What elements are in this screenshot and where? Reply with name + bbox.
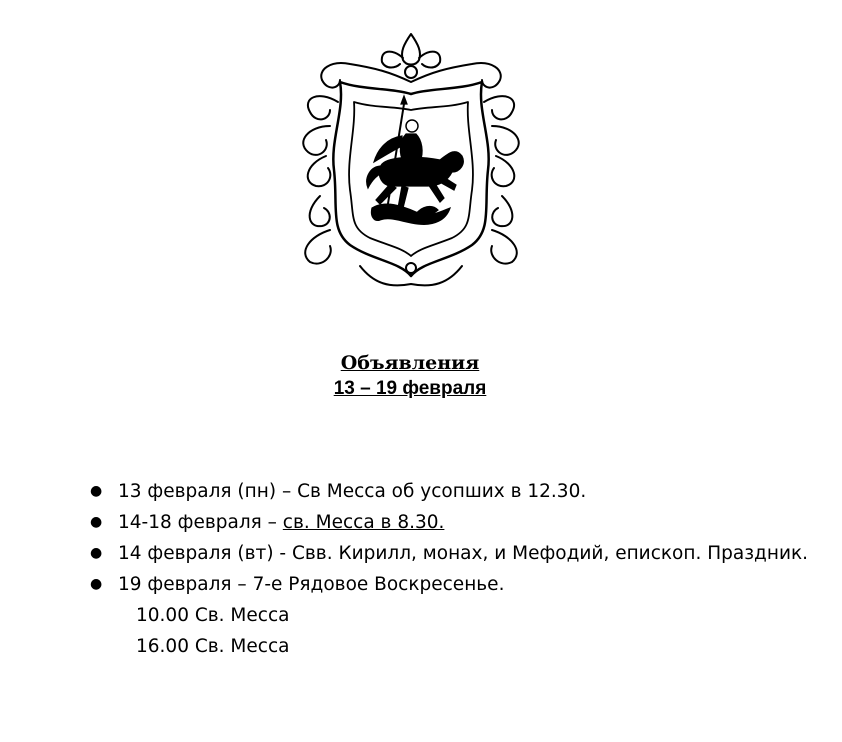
bullet-icon: ● bbox=[90, 514, 103, 530]
announcement-header bbox=[238, 351, 582, 403]
notice-text: 13 февраля (пн) – Св Месса об усопших в 12.30. bbox=[118, 481, 587, 502]
list-item bbox=[84, 507, 814, 538]
mass-time: 16.00 Св. Месса bbox=[136, 636, 290, 657]
notice-list bbox=[84, 476, 814, 662]
notice-text: 14 февраля (вт) - Свв. Кирилл, монах, и Мефодий, епископ. Праздник. bbox=[118, 543, 809, 564]
notice-text-underlined: св. Месса в 8.30. bbox=[282, 512, 445, 533]
crest-emblem bbox=[290, 30, 532, 292]
mass-time: 10.00 Св. Месса bbox=[136, 605, 290, 626]
page-title: Объявления bbox=[340, 352, 480, 374]
bullet-icon: ● bbox=[90, 545, 103, 561]
bullet-icon: ● bbox=[90, 483, 103, 499]
bullet-icon: ● bbox=[90, 576, 103, 592]
st-george-crest-icon bbox=[290, 30, 532, 292]
notice-text: 19 февраля – 7-е Рядовое Воскресенье. bbox=[118, 574, 505, 595]
notice-text: 14-18 февраля – bbox=[118, 512, 283, 533]
date-range: 13 – 19 февраля bbox=[333, 378, 487, 399]
list-item bbox=[84, 476, 814, 507]
list-item bbox=[84, 569, 814, 662]
list-item bbox=[84, 538, 814, 569]
